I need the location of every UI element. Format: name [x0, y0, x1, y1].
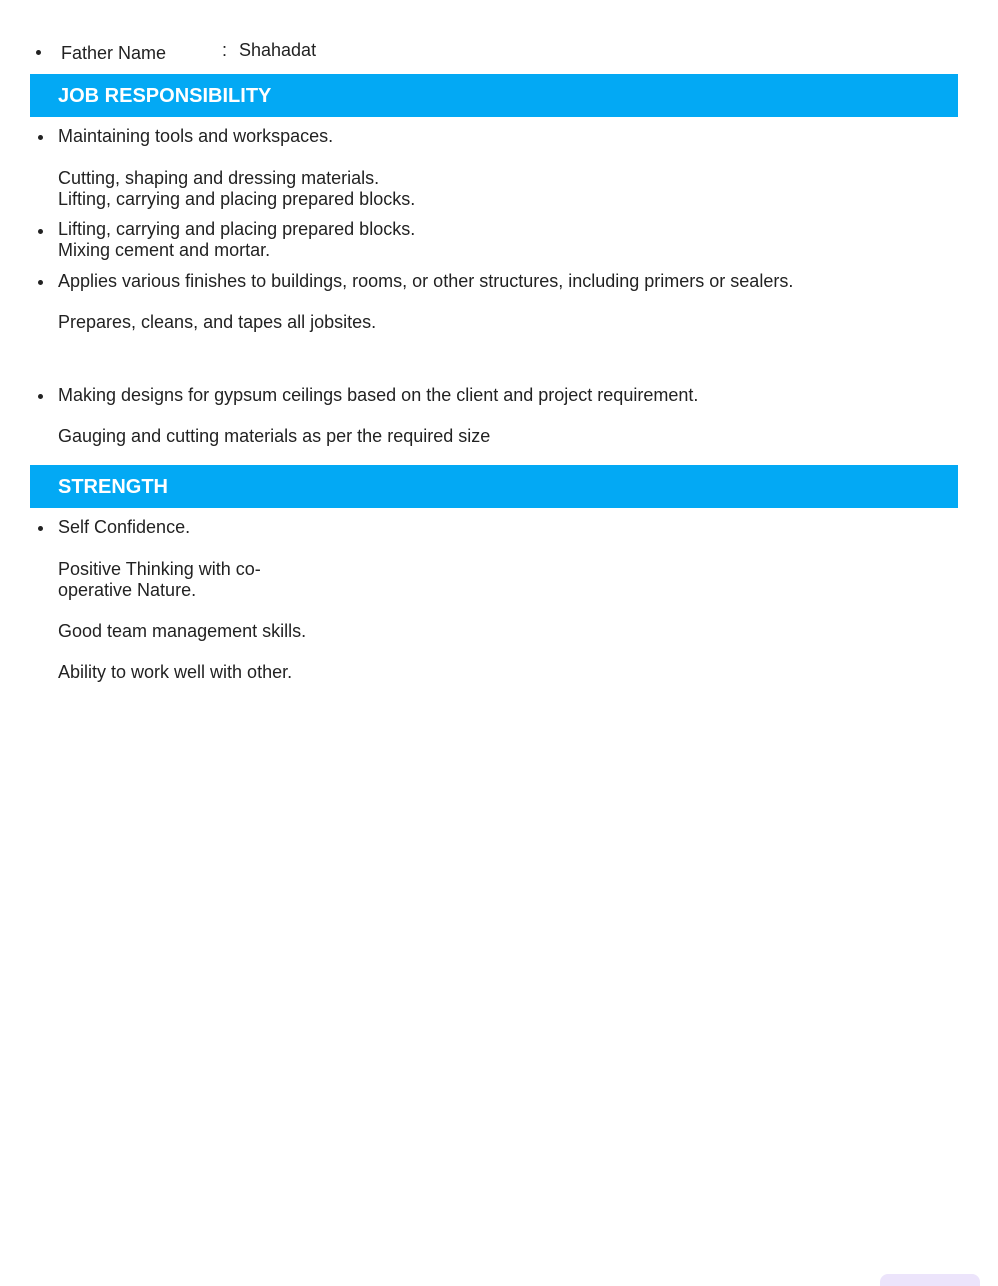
job-line: Making designs for gypsum ceilings based on the client and project requirement. — [58, 385, 699, 405]
job-line: Applies various finishes to buildings, rooms, or other structures, including primers or sealers. — [58, 271, 794, 291]
father-name-value: Shahadat — [239, 40, 317, 60]
bullet — [36, 50, 41, 55]
job-line: Maintaining tools and workspaces. — [58, 126, 334, 146]
job-line: Lifting, carrying and placing prepared blocks. — [58, 189, 416, 209]
job-line: Cutting, shaping and dressing materials. — [58, 168, 380, 188]
bullet — [38, 135, 43, 140]
strength-line: Good team management skills. — [58, 621, 307, 641]
bullet — [38, 526, 43, 531]
strength-title: STRENGTH — [58, 476, 168, 498]
bullet — [38, 229, 43, 234]
father-name-separator: : — [222, 40, 228, 60]
strength-header — [30, 465, 958, 508]
bullet — [38, 394, 43, 399]
job-responsibility-title: JOB RESPONSIBILITY — [58, 85, 272, 107]
strength-line: Positive Thinking with co- — [58, 559, 261, 579]
father-name-label: Father Name — [61, 43, 167, 63]
bullet — [38, 280, 43, 285]
overlay-tab — [880, 1274, 980, 1286]
strength-line: Self Confidence. — [58, 517, 191, 537]
job-line: Mixing cement and mortar. — [58, 240, 271, 260]
job-line: Gauging and cutting materials as per the required size — [58, 426, 491, 446]
job-line: Prepares, cleans, and tapes all jobsites. — [58, 312, 377, 332]
strength-line: Ability to work well with other. — [58, 662, 293, 682]
job-line: Lifting, carrying and placing prepared blocks. — [58, 219, 416, 239]
job-responsibility-header — [30, 74, 958, 117]
strength-line: operative Nature. — [58, 580, 197, 600]
